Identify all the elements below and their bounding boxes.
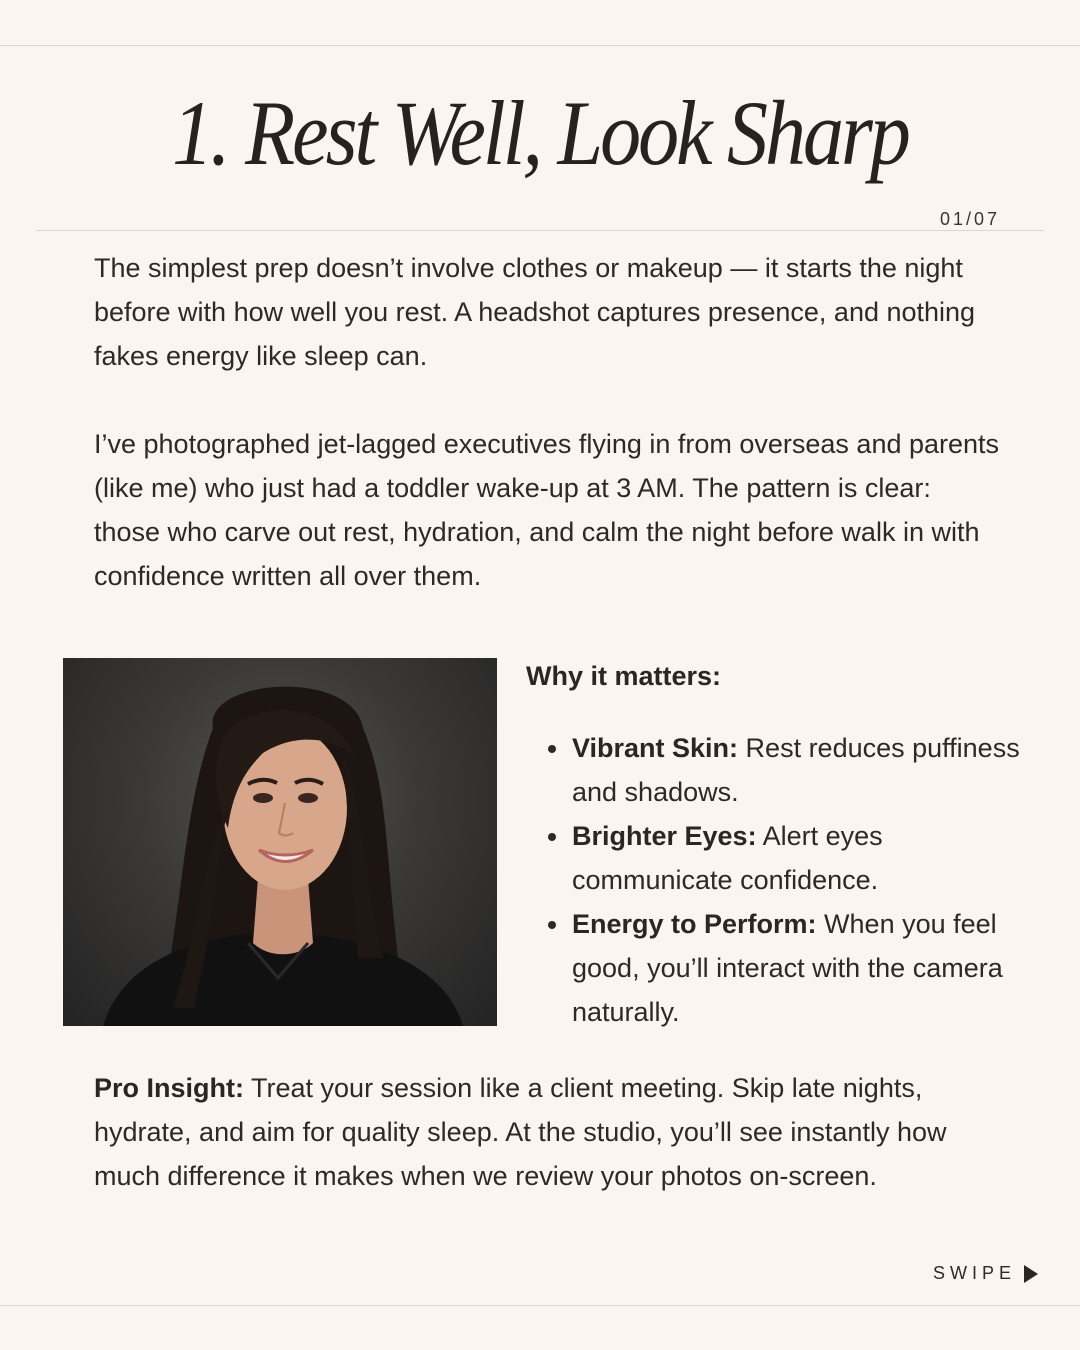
- header-divider: [36, 230, 1044, 231]
- bullet-text: Alert eyes communicate confidence.: [572, 821, 883, 895]
- pro-insight-text: Treat your session like a client meeting. Skip late nights, hydrate, and aim for quality sleep. At the studio, you’ll see instantly how much difference it makes when we review your photos on-screen.: [94, 1073, 947, 1191]
- swipe-label: SWIPE: [932, 1263, 1016, 1283]
- bullet-label: Vibrant Skin:: [572, 733, 739, 763]
- page-counter: 01/07: [939, 209, 1000, 229]
- swipe-button[interactable]: [933, 1263, 1038, 1284]
- bullet-text: Rest reduces puffiness and shadows.: [572, 733, 1020, 807]
- story-paragraph: I’ve photographed jet-lagged executives flying in from overseas and parents (like me) who just had a toddler wake-up at 3 AM. The pattern is clear: those who carve out rest, hydration, and calm the night before walk in with confidence written all over them.: [94, 429, 1000, 591]
- bullet-text: When you feel good, you’ll interact with the camera naturally.: [572, 909, 1003, 1027]
- bottom-divider: [0, 1305, 1080, 1306]
- list-item: [526, 726, 1026, 814]
- list-item: [526, 902, 1026, 1034]
- pro-insight-label: Pro Insight:: [94, 1073, 244, 1103]
- why-list: [526, 726, 1026, 1034]
- pro-insight-paragraph: [94, 1066, 1004, 1198]
- list-item: [526, 814, 1026, 902]
- why-heading: Why it matters:: [526, 661, 722, 691]
- intro-paragraph: The simplest prep doesn’t involve clothes or makeup — it starts the night before with how well you rest. A headshot captures presence, and nothing fakes energy like sleep can.: [94, 253, 976, 371]
- headshot-photo: [63, 658, 497, 1026]
- bullet-label: Brighter Eyes:: [572, 821, 757, 851]
- page-title: 1. Rest Well, Look Sharp: [172, 82, 908, 185]
- top-divider: [0, 45, 1080, 46]
- play-arrow-icon: [1024, 1265, 1038, 1283]
- bullet-label: Energy to Perform:: [572, 909, 817, 939]
